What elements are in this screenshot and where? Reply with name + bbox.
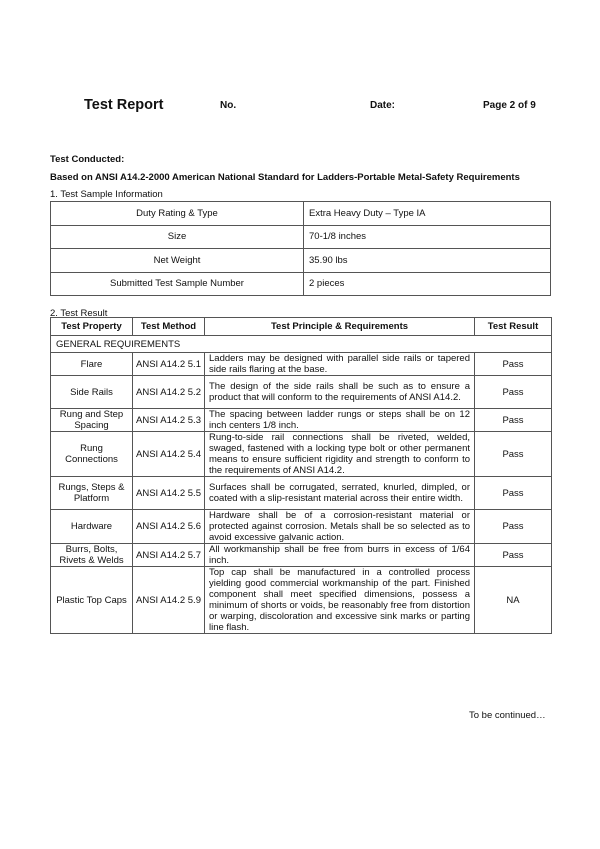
test-requirement-cell: Top cap shall be manufactured in a controlled process yielding good commercial workmanship of the part. Finished component shall meet specified dimensions, possess a minimum of shorts or voids, be reasonably free from distortion or warping, discoloration and excessive sink marks or parting line flash. [205, 567, 475, 634]
test-method-cell: ANSI A14.2 5.2 [133, 376, 205, 409]
report-title: Test Report [84, 97, 164, 113]
sample-info-label: Net Weight [51, 249, 304, 273]
report-header [0, 97, 600, 117]
report-date-label: Date: [370, 100, 396, 111]
test-property-cell: Plastic Top Caps [51, 567, 133, 634]
group-row [51, 336, 552, 353]
table-header-row [51, 318, 552, 336]
test-property-cell: Rungs, Steps & Platform [51, 477, 133, 510]
test-property-cell: Rung and Step Spacing [51, 409, 133, 432]
table-row [51, 249, 551, 273]
table-row [51, 510, 552, 544]
sample-info-label: Size [51, 225, 304, 249]
sample-info-table [50, 201, 551, 296]
test-requirement-cell: Hardware shall be of a corrosion-resistant material or protected against corrosion. Metals shall be so selected as to avoid excessive galvanic action. [205, 510, 475, 544]
test-result-cell: Pass [475, 544, 552, 567]
table-row [51, 409, 552, 432]
test-method-cell: ANSI A14.2 5.4 [133, 432, 205, 477]
sample-info-value: 70-1/8 inches [304, 225, 551, 249]
test-result-heading: 2. Test Result [50, 308, 108, 319]
sample-info-label: Submitted Test Sample Number [51, 272, 304, 296]
test-method-cell: ANSI A14.2 5.6 [133, 510, 205, 544]
test-result-cell: Pass [475, 353, 552, 376]
sample-info-label: Duty Rating & Type [51, 202, 304, 226]
test-requirement-cell: The design of the side rails shall be such as to ensure a product that will conform to the requirements of ANSI A14.2. [205, 376, 475, 409]
table-row [51, 202, 551, 226]
table-row [51, 272, 551, 296]
table-row [51, 376, 552, 409]
test-result-cell: NA [475, 567, 552, 634]
test-method-cell: ANSI A14.2 5.7 [133, 544, 205, 567]
standard-basis: Based on ANSI A14.2-2000 American National Standard for Ladders-Portable Metal-Safety Requirements [50, 172, 520, 183]
test-result-cell: Pass [475, 477, 552, 510]
test-property-cell: Flare [51, 353, 133, 376]
table-row [51, 544, 552, 567]
test-method-cell: ANSI A14.2 5.5 [133, 477, 205, 510]
table-row [51, 225, 551, 249]
sample-info-value: 35.90 lbs [304, 249, 551, 273]
table-row [51, 477, 552, 510]
test-requirement-cell: Rung-to-side rail connections shall be riveted, welded, swaged, fastened with a locking type bolt or other permanent means to ensure sufficient rigidity and strength to conform to the requirements of ANSI A14.2. [205, 432, 475, 477]
test-requirement-cell: Ladders may be designed with parallel side rails or tapered side rails flaring at the base. [205, 353, 475, 376]
test-method-cell: ANSI A14.2 5.3 [133, 409, 205, 432]
report-number-label: No. [220, 100, 237, 111]
test-property-cell: Burrs, Bolts, Rivets & Welds [51, 544, 133, 567]
test-conducted-heading: Test Conducted: [50, 154, 125, 165]
sample-info-heading: 1. Test Sample Information [50, 189, 163, 200]
sample-info-value: Extra Heavy Duty – Type IA [304, 202, 551, 226]
page-number: Page 2 of 9 [483, 100, 536, 111]
test-requirement-cell: The spacing between ladder rungs or steps shall be on 12 inch centers 1/8 inch. [205, 409, 475, 432]
continued-note: To be continued… [469, 710, 546, 721]
test-result-table [50, 317, 552, 634]
column-header: Test Principle & Requirements [205, 318, 475, 336]
test-property-cell: Hardware [51, 510, 133, 544]
test-result-cell: Pass [475, 409, 552, 432]
test-result-cell: Pass [475, 510, 552, 544]
group-label: GENERAL REQUIREMENTS [51, 336, 552, 353]
test-property-cell: Rung Connections [51, 432, 133, 477]
test-requirement-cell: All workmanship shall be free from burrs in excess of 1/64 inch. [205, 544, 475, 567]
test-method-cell: ANSI A14.2 5.1 [133, 353, 205, 376]
test-method-cell: ANSI A14.2 5.9 [133, 567, 205, 634]
test-result-cell: Pass [475, 376, 552, 409]
test-result-cell: Pass [475, 432, 552, 477]
test-property-cell: Side Rails [51, 376, 133, 409]
column-header: Test Property [51, 318, 133, 336]
table-row [51, 567, 552, 634]
table-row [51, 432, 552, 477]
column-header: Test Method [133, 318, 205, 336]
test-requirement-cell: Surfaces shall be corrugated, serrated, knurled, dimpled, or coated with a slip-resistant material across their entire width. [205, 477, 475, 510]
sample-info-value: 2 pieces [304, 272, 551, 296]
table-row [51, 353, 552, 376]
column-header: Test Result [475, 318, 552, 336]
